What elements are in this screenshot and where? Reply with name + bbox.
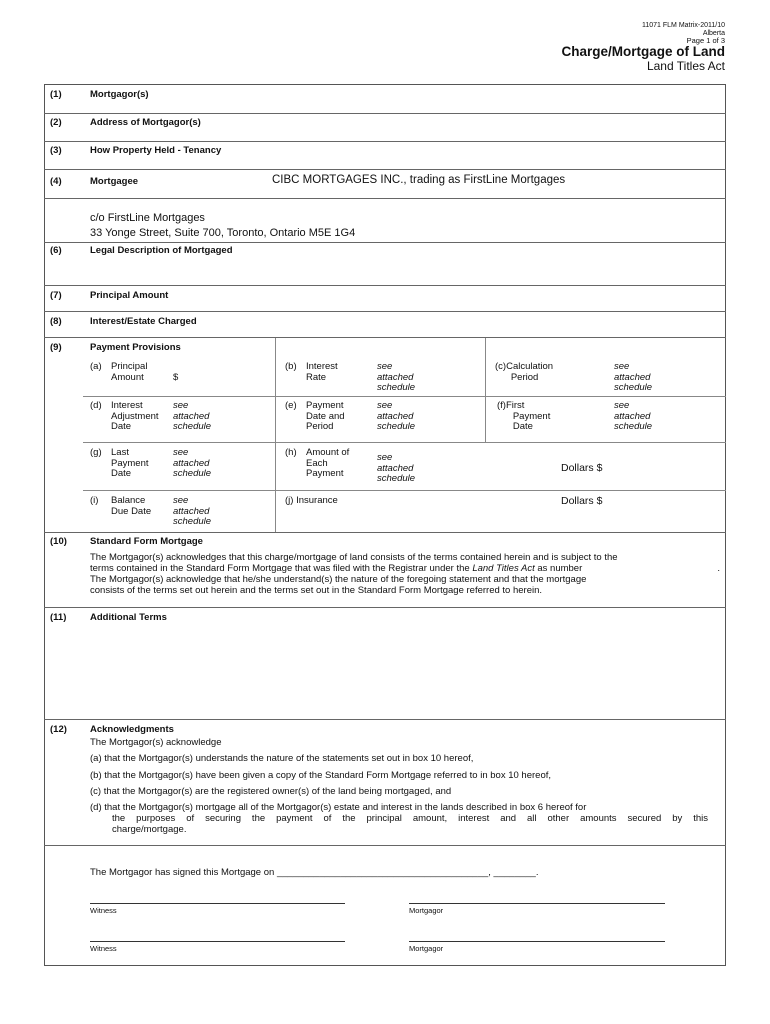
grid-line: [485, 338, 486, 442]
first-payment-value: see attached schedule: [614, 400, 653, 432]
witness-label: Witness: [90, 944, 117, 953]
mortgagor-signature-line[interactable]: [409, 903, 665, 904]
form-subtitle: Land Titles Act: [646, 59, 725, 73]
payment-date-period-label: Payment Date and Period: [306, 400, 345, 432]
letter-g: (g): [90, 447, 102, 458]
grid-line: [275, 338, 276, 532]
divider: [44, 607, 726, 608]
payment-dollars: Dollars $: [561, 462, 603, 474]
mortgagee-address-line2: 33 Yonge Street, Suite 700, Toronto, Ontario M5E 1G4: [90, 227, 356, 239]
form-code: 11071 FLM Matrix-2011/10: [641, 22, 725, 29]
row-number: (9): [50, 342, 62, 353]
divider: [44, 141, 726, 142]
divider: [44, 169, 726, 170]
first-payment-label: (f)First Payment Date: [497, 400, 551, 432]
balance-due-value: see attached schedule: [173, 495, 212, 527]
principal-amount-value: $: [173, 372, 179, 383]
divider: [44, 113, 726, 114]
divider: [44, 845, 726, 846]
page-indicator: Page 1 of 3: [686, 36, 725, 45]
mortgagor-label: Mortgagor(s): [90, 89, 149, 100]
row-number: (11): [50, 612, 67, 623]
insurance-dollars: Dollars $: [561, 495, 603, 507]
interest-adjustment-value: see attached schedule: [173, 400, 212, 432]
divider: [44, 311, 726, 312]
mortgagor-signature-line[interactable]: [409, 941, 665, 942]
calculation-period-value: see attached schedule: [614, 361, 653, 393]
letter-b: (b): [285, 361, 297, 372]
letter-a: (a): [90, 361, 102, 372]
mortgagee-label: Mortgagee: [90, 176, 139, 187]
divider: [44, 242, 726, 243]
form-title: Charge/Mortgage of Land: [561, 44, 725, 59]
balance-due-label: Balance Due Date: [111, 495, 152, 517]
divider: [44, 198, 726, 199]
row-number: (4): [50, 176, 62, 187]
principal-amount-cell-label: Principal Amount: [111, 361, 148, 383]
divider: [44, 719, 726, 720]
row-number: (3): [50, 145, 62, 156]
interest-estate-label: Interest/Estate Charged: [90, 316, 197, 327]
letter-e: (e): [285, 400, 297, 411]
acknowledgment-d-line1: (d) that the Mortgagor(s) mortgage all of the Mortgagor(s) estate and interest in the lands described in box 6 hereof for: [90, 802, 587, 813]
acknowledgment-b: (b) that the Mortgagor(s) have been given a copy of the Standard Form Mortgage referred to in box 10 hereof,: [90, 770, 552, 781]
interest-adjustment-label: Interest Adjustment Date: [111, 400, 159, 432]
mortgagor-label: Mortgagor: [409, 906, 444, 915]
province: Alberta: [702, 30, 725, 37]
tenancy-label: How Property Held - Tenancy: [90, 145, 222, 156]
grid-line: [83, 442, 726, 443]
calculation-period-label: (c)Calculation Period: [495, 361, 554, 383]
row-number: (10): [50, 536, 67, 547]
witness-signature-line[interactable]: [90, 903, 345, 904]
principal-amount-label: Principal Amount: [90, 290, 169, 301]
interest-rate-value: see attached schedule: [377, 361, 416, 393]
acknowledgments-intro: The Mortgagor(s) acknowledge: [90, 737, 222, 748]
mortgagor-label: Mortgagor: [409, 944, 444, 953]
last-payment-value: see attached schedule: [173, 447, 212, 479]
amount-each-payment-value: see attached schedule: [377, 452, 416, 484]
row-number: (8): [50, 316, 62, 327]
insurance-label: (j) Insurance: [285, 495, 338, 506]
interest-rate-label: Interest Rate: [306, 361, 338, 383]
row-number: (2): [50, 117, 62, 128]
payment-date-period-value: see attached schedule: [377, 400, 416, 432]
amount-each-payment-label: Amount of Each Payment: [306, 447, 350, 479]
row-number: (7): [50, 290, 62, 301]
acknowledgment-c: (c) that the Mortgagor(s) are the registered owner(s) of the land being mortgaged, and: [90, 786, 452, 797]
acknowledgment-d-line3: charge/mortgage.: [112, 824, 187, 835]
row-number: (12): [50, 724, 67, 735]
letter-i: (i): [90, 495, 99, 506]
address-label: Address of Mortgagor(s): [90, 117, 201, 128]
acknowledgment-d-line2: the purposes of securing the payment of the principal amount, interest and all other amounts secured by this: [112, 813, 708, 824]
payment-provisions-label: Payment Provisions: [90, 342, 181, 353]
divider: [44, 285, 726, 286]
acknowledgments-label: Acknowledgments: [90, 724, 174, 735]
mortgagee-address-line1: c/o FirstLine Mortgages: [90, 212, 205, 224]
divider: [44, 532, 726, 533]
witness-label: Witness: [90, 906, 117, 915]
row-number: (6): [50, 245, 62, 256]
row-number: (1): [50, 89, 62, 100]
standard-form-label: Standard Form Mortgage: [90, 536, 203, 547]
divider: [44, 337, 726, 338]
standard-form-text: The Mortgagor(s) acknowledges that this charge/mortgage of land consists of the terms contained herein and is subject to the terms contained in the Standard Form Mortgage that was filed with the Registrar under the Land Titles Act as number . The Mortgagor(s) acknowledge that he/she understand(s) the nature of the foregoing statement and that the mortgage consists of the terms set out herein and the terms set out in the Standard Form Mortgage referred to herein.: [90, 552, 720, 596]
letter-d: (d): [90, 400, 102, 411]
grid-line: [83, 396, 726, 397]
additional-terms-label: Additional Terms: [90, 612, 167, 623]
acknowledgment-a: (a) that the Mortgagor(s) understands the nature of the statements set out in box 10 hereof,: [90, 753, 474, 764]
signed-on-text: The Mortgagor has signed this Mortgage on ________________________________________, ________.: [90, 867, 539, 878]
letter-h: (h): [285, 447, 297, 458]
legal-description-label: Legal Description of Mortgaged: [90, 245, 233, 256]
grid-line: [83, 490, 726, 491]
witness-signature-line[interactable]: [90, 941, 345, 942]
last-payment-label: Last Payment Date: [111, 447, 149, 479]
mortgagee-value: CIBC MORTGAGES INC., trading as FirstLine Mortgages: [272, 174, 566, 186]
